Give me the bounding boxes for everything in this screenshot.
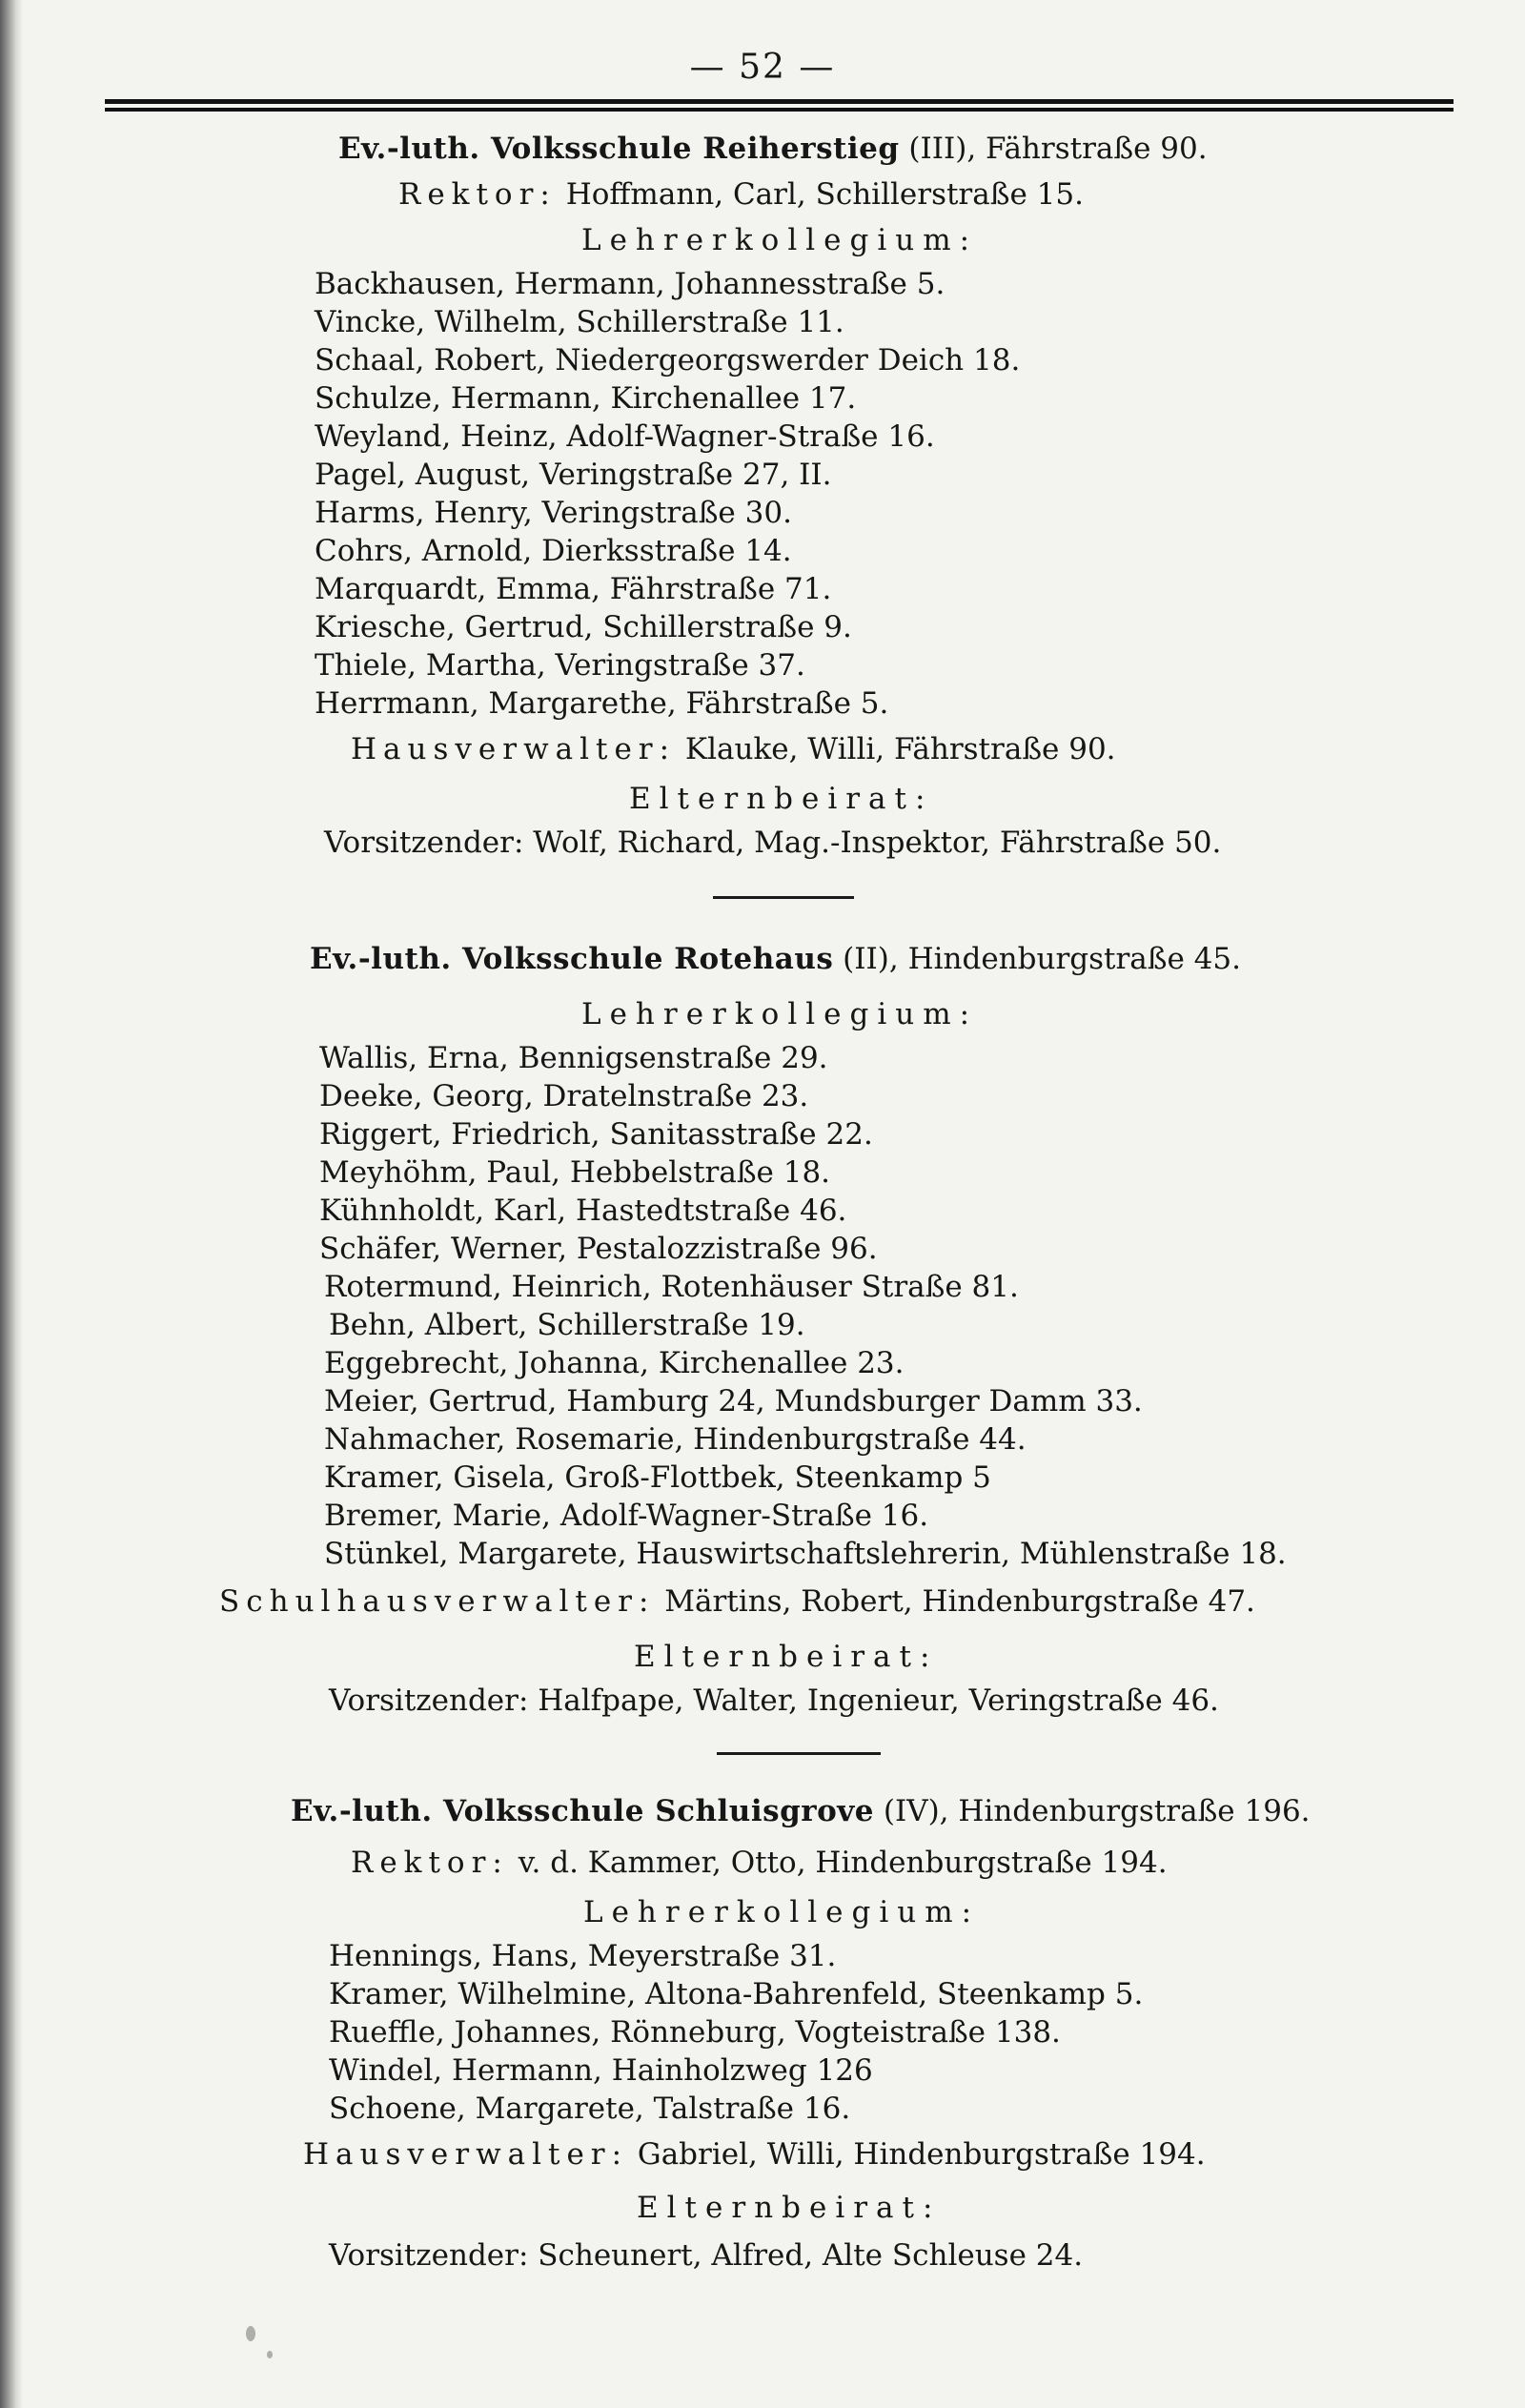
teacher-entry: Nahmacher, Rosemarie, Hindenburgstraße 44. (324, 1422, 1027, 1457)
teacher-entry: Cohrs, Arnold, Dierksstraße 14. (315, 534, 792, 568)
hausverwalter-line (351, 730, 1116, 768)
teacher-entry: Backhausen, Hermann, Johannesstraße 5. (315, 267, 946, 301)
teacher-entry: Deeke, Georg, Dratelnstraße 23. (319, 1079, 809, 1113)
school-heading-rotehaus (310, 940, 1241, 978)
rektor-label: Rektor: (351, 1846, 509, 1880)
page-number: — 52 — (689, 48, 836, 87)
rektor-line (351, 1844, 1168, 1882)
teacher-entry: Windel, Hermann, Hainholzweg 126 (329, 2053, 873, 2088)
hausverwalter-line (303, 2135, 1206, 2173)
school-address: (III), Fährstraße 90. (899, 132, 1208, 166)
hausverwalter-value: Klauke, Willi, Fährstraße 90. (676, 732, 1116, 766)
teacher-entry: Herrmann, Margarethe, Fährstraße 5. (315, 686, 889, 721)
teacher-entry: Hennings, Hans, Meyerstraße 31. (329, 1939, 837, 1973)
school-heading-schluisgrove (291, 1792, 1311, 1830)
teacher-entry: Weyland, Heinz, Adolf-Wagner-Straße 16. (315, 419, 935, 454)
teacher-entry: Eggebrecht, Johanna, Kirchenallee 23. (324, 1346, 905, 1380)
teacher-entry: Rueffle, Johannes, Rönneburg, Vogteistraße 138. (329, 2015, 1061, 2050)
kollegium-label: Lehrerkollegium: (583, 1895, 981, 1929)
teacher-entry: Kriesche, Gertrud, Schillerstraße 9. (315, 610, 852, 644)
rektor-value: v. d. Kammer, Otto, Hindenburgstraße 194. (508, 1846, 1168, 1880)
school-name: Ev.-luth. Volksschule Schluisgrove (291, 1794, 874, 1828)
teacher-entry: Vincke, Wilhelm, Schillerstraße 11. (315, 305, 844, 339)
teacher-entry: Wallis, Erna, Bennigsenstraße 29. (319, 1041, 828, 1075)
schulhausverwalter-label: Schulhausverwalter: (219, 1584, 656, 1619)
kollegium-label: Lehrerkollegium: (581, 223, 979, 257)
elternbeirat-label: Elternbeirat: (637, 2191, 942, 2225)
teacher-entry: Stünkel, Margarete, Hauswirtschaftslehrerin, Mühlenstraße 18. (324, 1537, 1287, 1571)
teacher-entry: Kühnholdt, Karl, Hastedtstraße 46. (319, 1194, 847, 1228)
vorsitzender-line: Vorsitzender: Halfpape, Walter, Ingenieur, Veringstraße 46. (329, 1684, 1219, 1718)
teacher-entry: Schaal, Robert, Niedergeorgswerder Deich 18. (315, 343, 1021, 378)
elternbeirat-label: Elternbeirat: (634, 1640, 939, 1674)
elternbeirat-label: Elternbeirat: (629, 782, 934, 816)
teacher-entry: Schäfer, Werner, Pestalozzistraße 96. (319, 1232, 878, 1266)
teacher-entry: Schoene, Margarete, Talstraße 16. (329, 2092, 851, 2126)
teacher-entry: Marquardt, Emma, Fährstraße 71. (315, 572, 832, 606)
header-rule (105, 108, 1454, 112)
teacher-entry: Meier, Gertrud, Hamburg 24, Mundsburger Damm 33. (324, 1384, 1143, 1418)
school-heading-reiherstieg (338, 130, 1208, 168)
school-address: (IV), Hindenburgstraße 196. (874, 1794, 1311, 1828)
rektor-label: Rektor: (398, 177, 557, 212)
vorsitzender-line: Vorsitzender: Wolf, Richard, Mag.-Inspektor, Fährstraße 50. (324, 826, 1222, 860)
scan-edge-shadow (0, 0, 23, 2408)
kollegium-label: Lehrerkollegium: (581, 997, 979, 1031)
header-rule (105, 99, 1454, 104)
section-divider (717, 1752, 881, 1755)
scan-speck (246, 2326, 255, 2341)
hausverwalter-value: Gabriel, Willi, Hindenburgstraße 194. (628, 2137, 1206, 2172)
rektor-value: Hoffmann, Carl, Schillerstraße 15. (556, 177, 1084, 212)
school-name: Ev.-luth. Volksschule Rotehaus (310, 942, 834, 976)
school-name: Ev.-luth. Volksschule Reiherstieg (338, 132, 900, 166)
hausverwalter-label: Hausverwalter: (351, 732, 677, 766)
school-address: (II), Hindenburgstraße 45. (833, 942, 1241, 976)
teacher-entry: Harms, Henry, Veringstraße 30. (315, 496, 792, 530)
rektor-line (398, 175, 1084, 214)
hausverwalter-label: Hausverwalter: (303, 2137, 629, 2172)
section-divider (713, 896, 854, 899)
teacher-entry: Thiele, Martha, Veringstraße 37. (315, 648, 805, 683)
teacher-entry: Schulze, Hermann, Kirchenallee 17. (315, 381, 857, 416)
teacher-entry: Meyhöhm, Paul, Hebbelstraße 18. (319, 1155, 831, 1190)
teacher-entry: Pagel, August, Veringstraße 27, II. (315, 458, 832, 492)
teacher-entry: Behn, Albert, Schillerstraße 19. (329, 1308, 805, 1342)
schulhausverwalter-value: Märtins, Robert, Hindenburgstraße 47. (655, 1584, 1255, 1619)
teacher-entry: Riggert, Friedrich, Sanitasstraße 22. (319, 1117, 873, 1152)
teacher-entry: Rotermund, Heinrich, Rotenhäuser Straße 81. (324, 1270, 1019, 1304)
teacher-entry: Bremer, Marie, Adolf-Wagner-Straße 16. (324, 1499, 929, 1533)
scan-speck (267, 2351, 273, 2358)
teacher-entry: Kramer, Wilhelmine, Altona-Bahrenfeld, Steenkamp 5. (329, 1977, 1144, 2011)
schulhausverwalter-line (219, 1582, 1255, 1621)
vorsitzender-line: Vorsitzender: Scheunert, Alfred, Alte Schleuse 24. (329, 2238, 1084, 2273)
teacher-entry: Kramer, Gisela, Groß-Flottbek, Steenkamp 5 (324, 1460, 991, 1495)
